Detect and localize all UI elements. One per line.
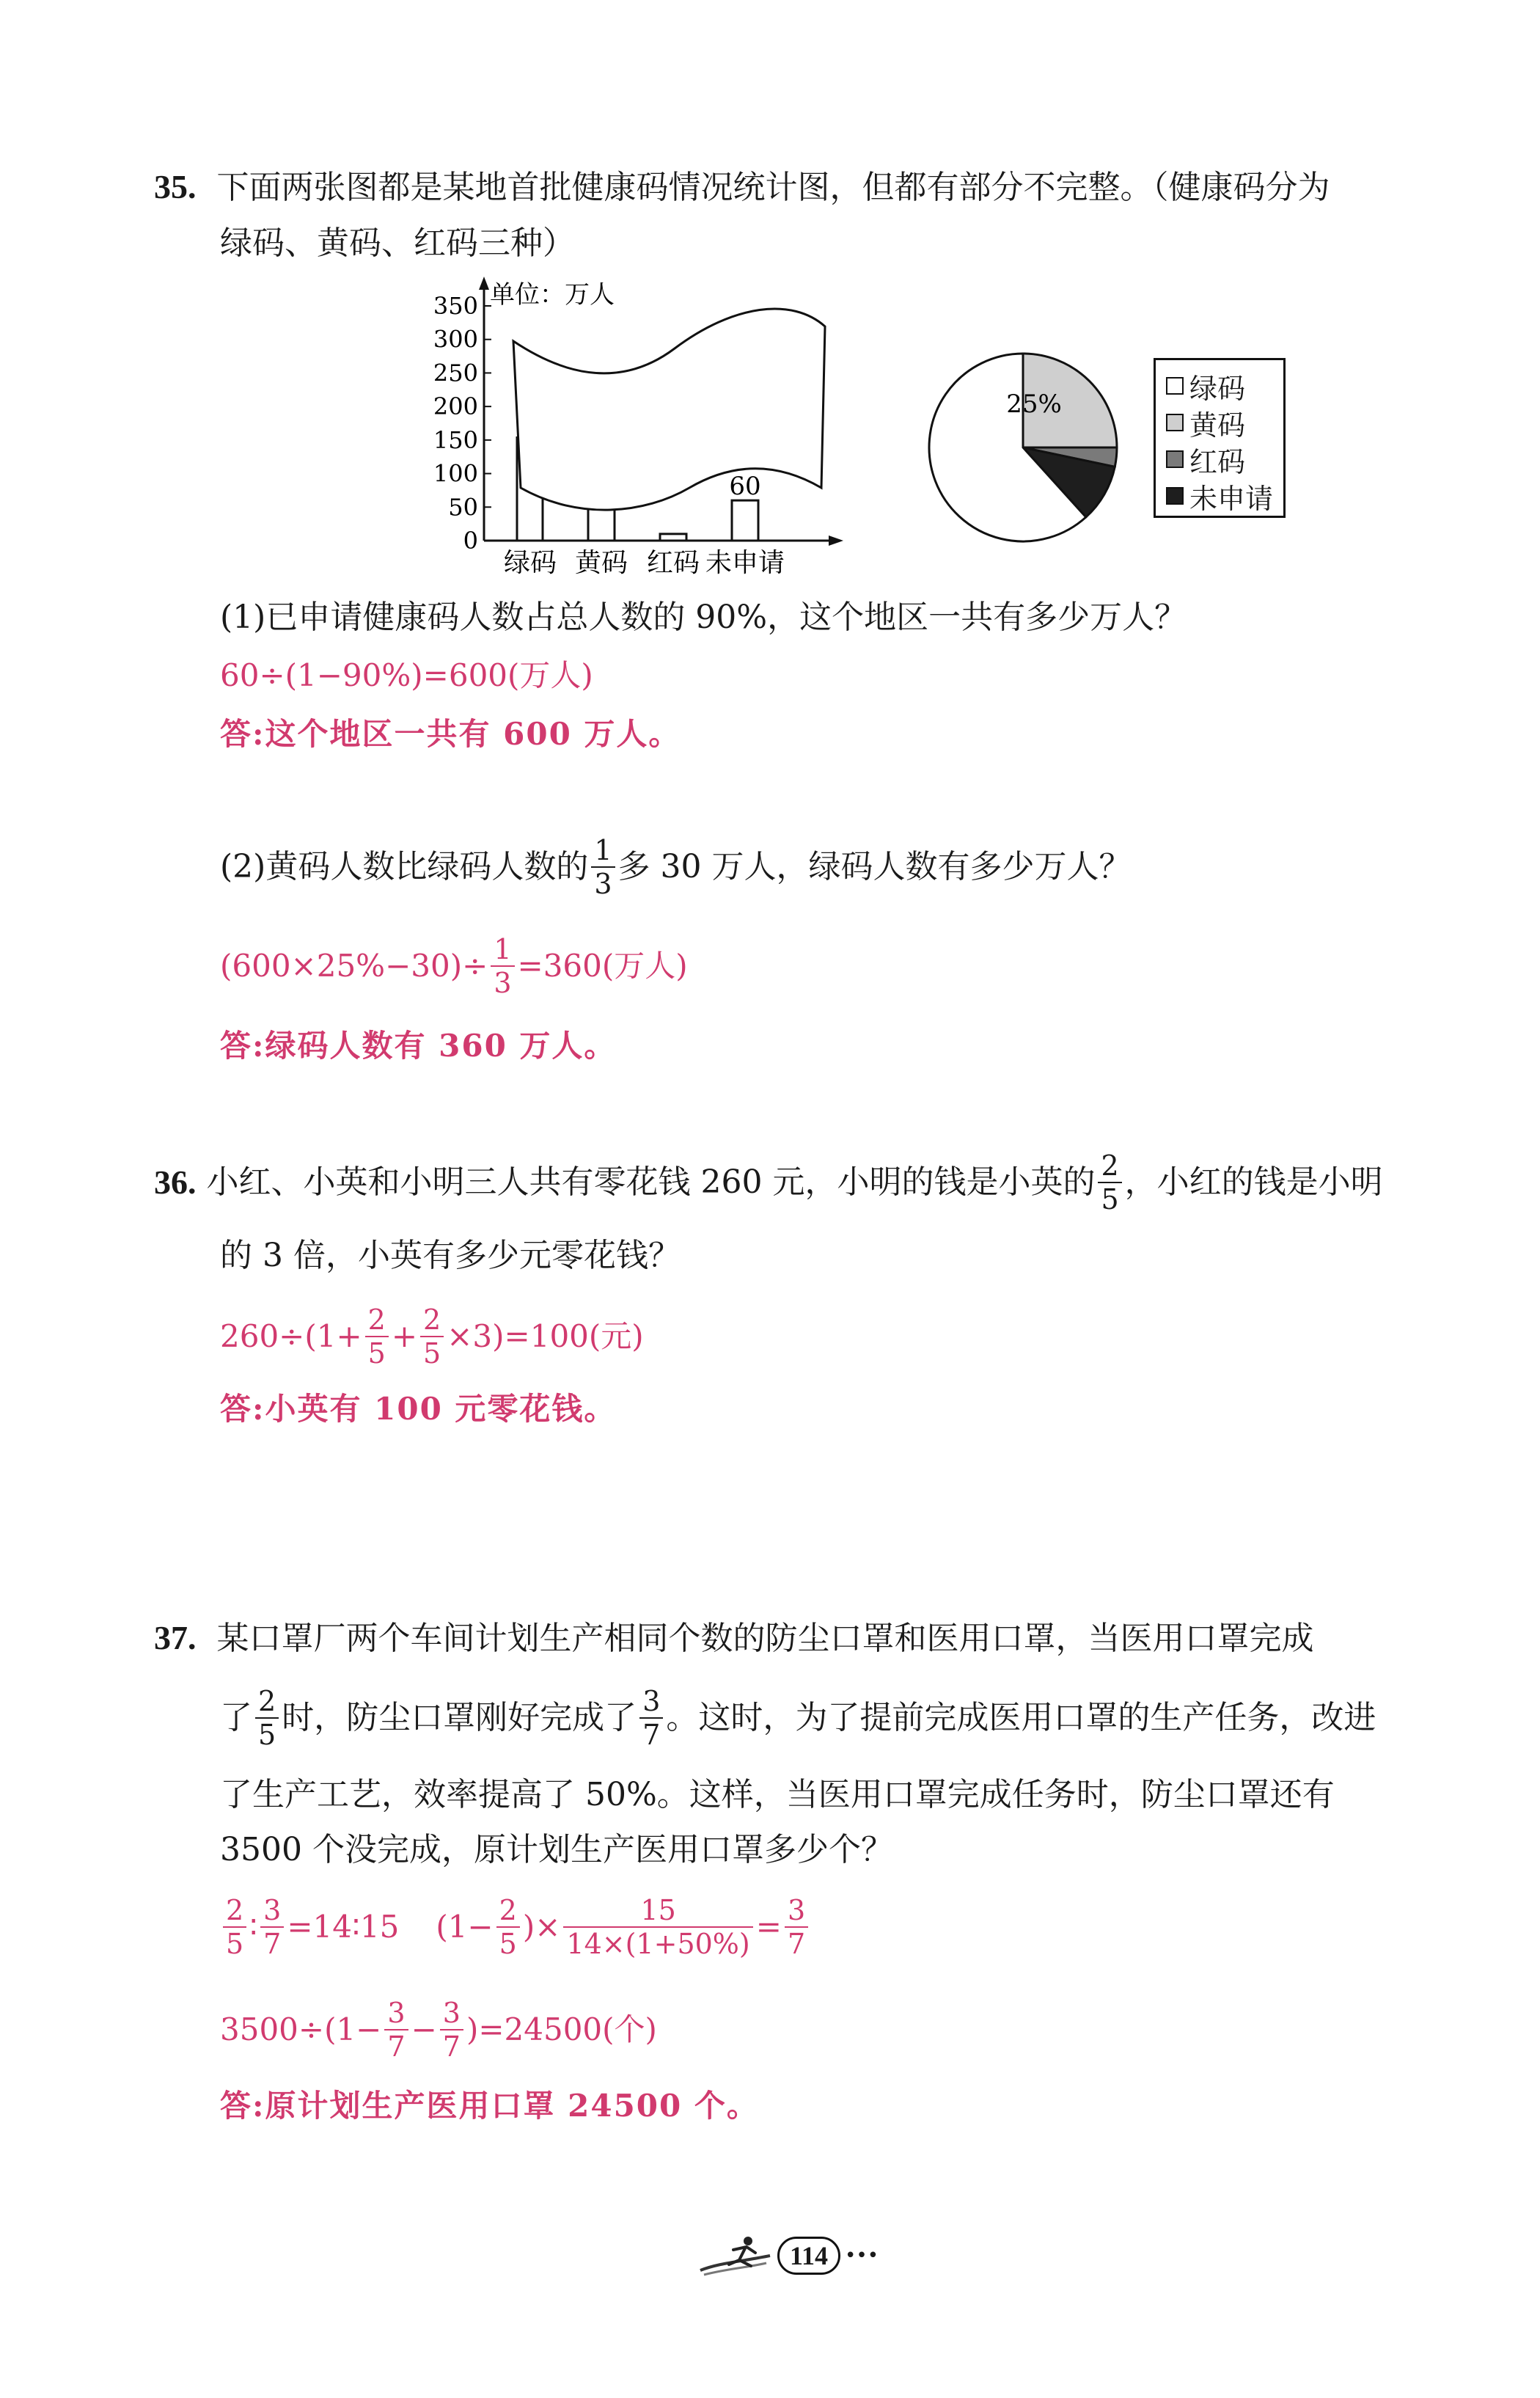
q37-line1: [154, 1621, 1314, 1655]
y-tick-label: 100: [433, 459, 478, 488]
q37-f2-fraction2: [440, 1999, 463, 2061]
legend-item-unapplied: [1166, 478, 1283, 514]
legend-swatch-yellow: [1166, 414, 1184, 431]
bar-2: [660, 534, 686, 541]
bar-data-label: 60: [729, 472, 761, 502]
fraction-numerator: 2: [258, 1685, 276, 1717]
fraction-denominator: 7: [642, 1719, 661, 1751]
q36-text1-a: 小红、小英和小明三人共有零花钱 260 元，小明的钱是小英的: [206, 1163, 1096, 1201]
pie-chart: [920, 345, 1126, 550]
q37-text1: 某口罩厂两个车间计划生产相同个数的防尘口罩和医用口罩，当医用口罩完成: [216, 1620, 1314, 1657]
q36-fraction: [1098, 1149, 1121, 1216]
q37-f1-fraction2: [260, 1896, 284, 1958]
fraction-denominator: 5: [423, 1337, 441, 1370]
q35-line1: [154, 170, 1330, 204]
q36-line1: [154, 1149, 1383, 1216]
legend-label-yellow: 黄码: [1189, 409, 1246, 442]
fraction-denominator: 3: [594, 868, 612, 900]
fraction-denominator: 7: [263, 1928, 282, 1960]
fraction-denominator: 14×(1+50%): [566, 1928, 750, 1960]
legend-item-green: [1166, 368, 1283, 404]
legend-label-green: 绿码: [1189, 372, 1246, 405]
q37-answer: 答:原计划生产医用口罩 24500 个。: [220, 2088, 759, 2124]
q37-line2-fraction1: [255, 1687, 279, 1749]
x-category-label: 未申请: [705, 548, 785, 578]
page-number: 114: [777, 2237, 840, 2275]
q35-part1-answer: 答:这个地区一共有 600 万人。: [220, 716, 681, 752]
fraction-denominator: 7: [387, 2030, 406, 2063]
bar-chart: [411, 268, 865, 591]
q35-part2-text-b: 多 30 万人，绿码人数有多少万人？: [617, 848, 1132, 885]
fraction-denominator: 5: [499, 1928, 517, 1960]
q37-f1-b: (1−: [436, 1909, 494, 1945]
y-tick-label: 150: [433, 425, 478, 454]
q37-f1-colon: ∶: [249, 1909, 258, 1945]
footer-dots: •••: [845, 2245, 879, 2267]
page-footer: [697, 2234, 879, 2278]
fraction-numerator: 1: [494, 933, 512, 965]
x-category-label: 红码: [646, 548, 700, 578]
y-tick-label: 200: [433, 392, 478, 421]
fraction-denominator: 7: [442, 2030, 461, 2063]
q37-f1-ratio: =14∶15: [287, 1909, 400, 1945]
q36-formula-a: 260÷(1+: [220, 1318, 362, 1354]
fraction-numerator: 15: [640, 1894, 676, 1926]
q37-formula1: [220, 1896, 811, 1958]
q36-formula-fraction2: [420, 1304, 444, 1370]
fraction-numerator: 2: [423, 1304, 441, 1336]
q37-line2: [220, 1687, 1376, 1749]
fraction-numerator: 2: [1101, 1149, 1119, 1182]
q35-part1-formula: 60÷(1−90%)=600(万人): [220, 657, 593, 693]
fraction-denominator: 5: [258, 1719, 276, 1751]
pie-legend: [1154, 358, 1286, 518]
q36-formula-fraction1: [365, 1304, 389, 1370]
fraction-denominator: 5: [1101, 1183, 1119, 1216]
fraction-denominator: 5: [367, 1337, 386, 1370]
y-tick-label: 0: [463, 527, 478, 555]
x-category-labels: [504, 548, 785, 578]
q37-f1-d: =: [755, 1909, 782, 1945]
q35-part2-fraction: [591, 836, 615, 898]
q37-f1-fraction3: [496, 1896, 520, 1958]
pie-slices: [929, 354, 1117, 541]
q37-line2-fraction2: [639, 1687, 663, 1749]
q37-f2-fraction1: [384, 1999, 408, 2061]
q35-line2: 绿码、黄码、红码三种）: [220, 224, 575, 262]
q35-part2-formula-fraction: [491, 935, 514, 997]
legend-swatch-unapplied: [1166, 487, 1184, 505]
q36-number: 36.: [154, 1163, 197, 1201]
fraction-denominator: 3: [494, 967, 512, 999]
y-tick-label: 50: [448, 493, 478, 522]
q37-line4: 3500 个没完成，原计划生产医用口罩多少个？: [220, 1831, 893, 1868]
q35-number: 35.: [154, 168, 197, 205]
q36-formula-b: +: [391, 1318, 418, 1354]
q36-formula-c: ×3)=100(元): [447, 1318, 644, 1354]
legend-item-red: [1166, 441, 1283, 478]
bar-3: [732, 500, 758, 541]
fraction-denominator: 5: [226, 1928, 244, 1960]
q37-f1-c: )×: [522, 1909, 561, 1945]
fraction-numerator: 3: [642, 1685, 661, 1717]
covering-banner: [513, 309, 825, 510]
legend-swatch-green: [1166, 377, 1184, 395]
legend-label-unapplied: 未申请: [1189, 482, 1274, 515]
y-axis-unit-label: 单位：万人: [490, 280, 615, 310]
fraction-numerator: 3: [263, 1894, 282, 1926]
x-category-label: 黄码: [574, 548, 628, 578]
legend-label-red: 红码: [1189, 445, 1246, 478]
y-ticks: [433, 292, 491, 555]
y-axis-arrow: [479, 277, 489, 290]
fraction-numerator: 3: [387, 1997, 406, 2029]
fraction-numerator: 2: [499, 1894, 517, 1926]
q37-formula2: [220, 1999, 657, 2061]
legend-swatch-red: [1166, 450, 1184, 468]
q35-part1-question: (1)已申请健康码人数占总人数的 90%，这个地区一共有多少万人？: [220, 599, 1187, 636]
pie-label-yellow: 25%: [1006, 390, 1062, 419]
q37-f2-b: −: [411, 2011, 437, 2047]
fraction-numerator: 2: [367, 1304, 386, 1336]
q37-text2-a: 了: [220, 1699, 252, 1736]
q37-f2-a: 3500÷(1−: [220, 2011, 382, 2047]
y-tick-label: 250: [433, 359, 478, 387]
q35-part2-text-a: (2)黄码人数比绿码人数的: [220, 848, 589, 885]
legend-item-yellow: [1166, 404, 1283, 441]
q36-formula: [220, 1304, 644, 1370]
q37-f1-fraction5: [785, 1896, 808, 1958]
q35-part2-formula: [220, 935, 688, 997]
q37-f1-fraction4: [563, 1896, 752, 1958]
q37-text2-b: 时，防尘口罩刚好完成了: [282, 1699, 637, 1736]
q35-part2-formula-a: (600×25%−30)÷: [220, 948, 488, 984]
y-tick-label: 350: [433, 292, 478, 320]
q37-text2-c: 。这时，为了提前完成医用口罩的生产任务，改进: [666, 1699, 1376, 1736]
q35-part2-question: [220, 836, 1131, 898]
q35-text1: 下面两张图都是某地首批健康码情况统计图，但都有部分不完整。（健康码分为: [216, 169, 1330, 206]
fraction-numerator: 2: [226, 1894, 244, 1926]
q37-f2-c: )=24500(个): [466, 2011, 657, 2047]
fraction-numerator: 1: [594, 834, 612, 866]
fraction-denominator: 7: [787, 1928, 806, 1960]
fraction-numerator: 3: [787, 1894, 806, 1926]
x-axis-arrow: [829, 535, 843, 546]
q35-part2-answer: 答:绿码人数有 360 万人。: [220, 1028, 617, 1064]
q37-f1-fraction1: [223, 1896, 246, 1958]
x-category-label: 绿码: [503, 548, 557, 578]
fraction-numerator: 3: [442, 1997, 461, 2029]
y-tick-label: 300: [433, 325, 478, 354]
runner-icon: [697, 2234, 777, 2278]
q37-number: 37.: [154, 1619, 197, 1656]
q36-answer: 答:小英有 100 元零花钱。: [220, 1391, 617, 1427]
q37-line3: 了生产工艺，效率提高了 50%。这样，当医用口罩完成任务时，防尘口罩还有: [220, 1776, 1335, 1813]
q35-part2-formula-b: =360(万人): [517, 948, 688, 984]
q36-text1-b: ，小红的钱是小明: [1124, 1163, 1383, 1201]
q36-line2: 的 3 倍，小英有多少元零花钱？: [220, 1237, 681, 1274]
